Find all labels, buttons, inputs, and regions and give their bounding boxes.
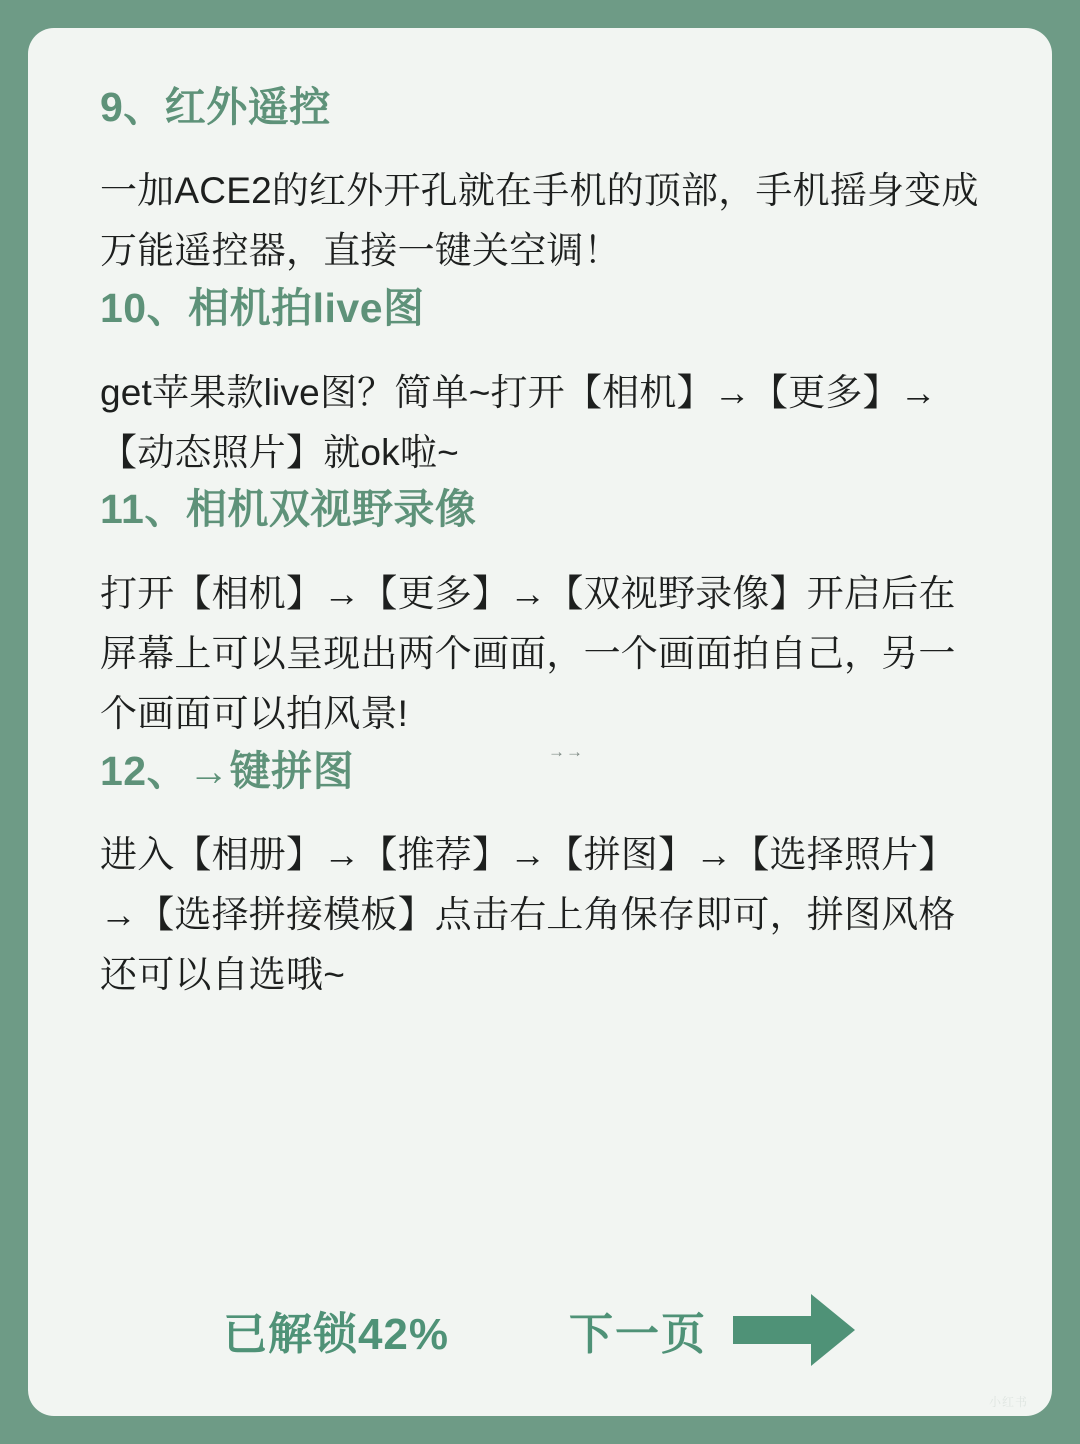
watermark: 小红书 xyxy=(988,1395,1028,1409)
note-card xyxy=(28,28,1052,1416)
section-body-10: get苹果款live图？简单~打开【相机】→【更多】→【动态照片】就ok啦~ xyxy=(100,371,937,473)
note-content xyxy=(100,80,980,1005)
section-body-9: 一加ACE2的红外开孔就在手机的顶部，手机摇身变成万能遥控器，直接一键关空调！ xyxy=(100,170,979,272)
next-page-button[interactable] xyxy=(569,1288,857,1372)
section-body-12: 进入【相册】→【推荐】→【拼图】→【选择照片】→【选择拼接模板】点击右上角保存即可，拼图风格还可以自选哦~ xyxy=(100,833,956,995)
right-arrow-icon xyxy=(733,1288,857,1372)
decorative-arrows-icon: →→ xyxy=(548,742,584,761)
section-title-10: 10、相机拍live图 xyxy=(100,285,425,332)
section-body-11: 打开【相机】→【更多】→【双视野录像】开启后在屏幕上可以呈现出两个画面，一个画面拍自己，另一个画面可以拍风景! xyxy=(100,572,956,734)
section-title-9: 9、红外遥控 xyxy=(100,84,331,130)
footer-bar xyxy=(28,1288,1052,1372)
section-title-12: 12、→键拼图 xyxy=(100,747,355,794)
next-page-label: 下一页 xyxy=(569,1310,708,1359)
section-title-11: 11、相机双视野录像 xyxy=(100,486,477,533)
unlock-progress-label: 已解锁42% xyxy=(222,1310,450,1359)
